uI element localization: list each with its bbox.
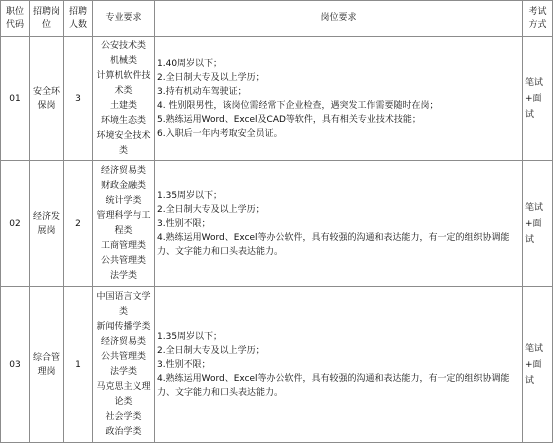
major-item: 计算机软件技术类 xyxy=(96,70,151,96)
header-major: 专业要求 xyxy=(93,1,155,37)
cell-majors xyxy=(93,161,155,287)
cell-count: 2 xyxy=(64,161,93,287)
major-item: 环境安全技术类 xyxy=(96,130,151,156)
table-row xyxy=(1,37,553,161)
header-code: 职位代码 xyxy=(1,1,30,37)
header-row xyxy=(1,1,553,37)
header-position: 招聘岗位 xyxy=(30,1,64,37)
major-item: 公安技术类 xyxy=(100,40,146,51)
requirement-item: 4. 性别限男性，该岗位需经常下企业检查，遇突发工作需要随时在岗； xyxy=(157,100,439,111)
cell-code: 03 xyxy=(1,287,30,443)
major-item: 管理科学与工程类 xyxy=(96,210,151,236)
major-item: 马克思主义理论类 xyxy=(96,381,151,407)
cell-code: 01 xyxy=(1,37,30,161)
major-item: 机械类 xyxy=(109,55,137,66)
cell-majors xyxy=(93,37,155,161)
table-row xyxy=(1,287,553,443)
major-item: 公共管理类 xyxy=(100,351,146,362)
major-item: 经济贸易类 xyxy=(100,336,146,347)
header-requirements: 岗位要求 xyxy=(155,1,523,37)
cell-count: 3 xyxy=(64,37,93,161)
requirement-item: 1.35周岁以下； xyxy=(157,331,223,342)
major-item: 统计学类 xyxy=(105,195,142,206)
cell-requirements xyxy=(155,37,523,161)
major-item: 法学类 xyxy=(109,270,137,281)
requirement-item: 1.35周岁以下； xyxy=(157,190,223,201)
header-count: 招聘人数 xyxy=(64,1,93,37)
requirement-item: 3.性别不限； xyxy=(157,218,211,229)
major-item: 法学类 xyxy=(109,366,137,377)
cell-exam: 笔试+面试 xyxy=(523,287,553,443)
major-item: 公共管理类 xyxy=(100,255,146,266)
major-item: 土建类 xyxy=(109,100,137,111)
cell-exam: 笔试+面试 xyxy=(523,161,553,287)
requirement-item: 2.全日制大专及以上学历； xyxy=(157,204,265,215)
major-item: 工商管理类 xyxy=(100,240,146,251)
cell-exam: 笔试+面试 xyxy=(523,37,553,161)
header-exam: 考试方式 xyxy=(523,1,553,37)
requirement-item: 2.全日制大专及以上学历； xyxy=(157,72,265,83)
cell-majors xyxy=(93,287,155,443)
cell-code: 02 xyxy=(1,161,30,287)
major-item: 经济贸易类 xyxy=(100,165,146,176)
major-item: 财政金融类 xyxy=(100,180,146,191)
requirement-item: 1.40周岁以下； xyxy=(157,58,223,69)
major-item: 新闻传播学类 xyxy=(96,321,151,332)
major-item: 环境生态类 xyxy=(100,115,146,126)
major-item: 政治学类 xyxy=(105,426,142,437)
major-item: 社会学类 xyxy=(105,411,142,422)
cell-count: 1 xyxy=(64,287,93,443)
requirement-item: 3.持有机动车驾驶证； xyxy=(157,86,247,97)
table-row xyxy=(1,161,553,287)
requirement-item: 5.熟练运用Word、Excel及CAD等软件，具有相关专业技术技能； xyxy=(157,114,421,125)
requirement-item: 2.全日制大专及以上学历； xyxy=(157,345,265,356)
requirement-item: 6.入职后一年内考取安全员证。 xyxy=(157,128,283,139)
cell-requirements xyxy=(155,287,523,443)
cell-position: 经济发展岗 xyxy=(30,161,64,287)
requirement-item: 4.熟练运用Word、Excel等办公软件，具有较强的沟通和表达能力，有一定的组织协调能力、文字能力和口头表达能力。 xyxy=(157,373,510,398)
cell-position: 安全环保岗 xyxy=(30,37,64,161)
cell-requirements xyxy=(155,161,523,287)
requirement-item: 3.性别不限； xyxy=(157,359,211,370)
cell-position: 综合管理岗 xyxy=(30,287,64,443)
major-item: 中国语言文学类 xyxy=(96,291,151,317)
requirement-item: 4.熟练运用Word、Excel等办公软件，具有较强的沟通和表达能力，有一定的组织协调能力、文字能力和口头表达能力。 xyxy=(157,232,510,257)
